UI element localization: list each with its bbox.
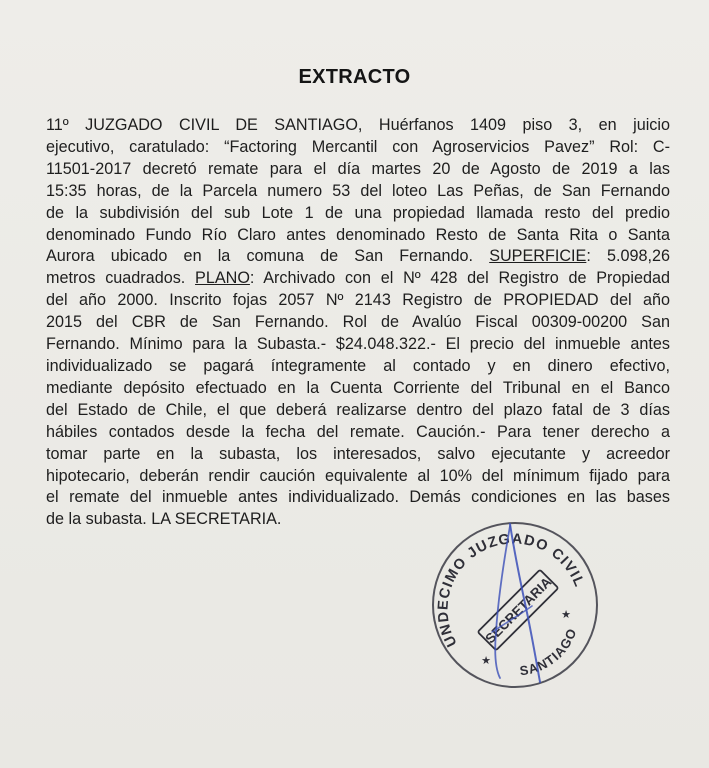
stamp-bottom-text: SANTIAGO bbox=[518, 625, 580, 679]
body-line: ejecutivo, caratulado: “Factoring Mercantil con Agroservicios Pavez” Rol: C- bbox=[46, 137, 670, 156]
line-text: metros cuadrados. bbox=[46, 269, 186, 288]
body-line: del año 2000. Inscrito fojas 2057 Nº 2143 Registro de PROPIEDAD del año bbox=[46, 291, 670, 310]
document-title: EXTRACTO bbox=[298, 66, 411, 88]
body-line: mediante depósito efectuado en la Cuenta Corriente del Tribunal en el Banco bbox=[46, 378, 670, 397]
stamp-ring-text: UNDECIMO JUZGADO CIVIL bbox=[435, 531, 588, 650]
body-line: 11501-2017 decretó remate para el día martes 20 de Agosto de 2019 a las bbox=[46, 159, 670, 178]
body-line: del Estado de Chile, el que deberá realizarse dentro del plazo fatal de 3 días bbox=[46, 400, 670, 419]
superficie-value: : 5.098,26 bbox=[586, 247, 670, 266]
document-body bbox=[46, 115, 670, 531]
body-line-plano bbox=[46, 268, 670, 290]
body-line-closing: de la subasta. LA SECRETARIA. bbox=[46, 510, 282, 529]
body-line: denominado Fundo Río Claro antes denominado Resto de Santa Rita o Santa bbox=[46, 225, 670, 244]
body-line: de la subdivisión del sub Lote 1 de una propiedad llamada resto del predio bbox=[46, 203, 670, 222]
body-line: individualizado se pagará íntegramente al contado y en dinero efectivo, bbox=[46, 356, 670, 375]
body-line: 11º JUZGADO CIVIL DE SANTIAGO, Huérfanos 1409 piso 3, en juicio bbox=[46, 116, 670, 134]
body-line: el remate del inmueble antes individualizado. Demás condiciones en las bases bbox=[46, 488, 670, 507]
star-icon: ★ bbox=[561, 609, 571, 621]
body-line: hábiles contados desde la fecha del remate. Caución.- Para tener derecho a bbox=[46, 422, 670, 441]
superficie-label: SUPERFICIE bbox=[489, 247, 587, 266]
body-line: 15:35 horas, de la Parcela numero 53 del loteo Las Peñas, de San Fernando bbox=[46, 181, 670, 200]
plano-label: PLANO bbox=[195, 269, 250, 288]
body-line: tomar parte en la subasta, los interesados, salvo ejecutante y acreedor bbox=[46, 444, 670, 463]
body-line-superficie bbox=[46, 246, 670, 268]
body-line: hipotecario, deberán rendir caución equivalente al 10% del mínimum fijado para bbox=[46, 466, 670, 485]
star-icon: ★ bbox=[481, 655, 491, 667]
body-line: 2015 del CBR de San Fernando. Rol de Avalúo Fiscal 00309-00200 San bbox=[46, 313, 670, 332]
signature bbox=[470, 520, 560, 690]
line-text: Aurora ubicado en la comuna de San Fernando. bbox=[46, 247, 474, 266]
body-line: Fernando. Mínimo para la Subasta.- $24.048.322.- El precio del inmueble antes bbox=[46, 335, 670, 354]
stamp-center-text: SECRETARIA bbox=[482, 574, 555, 647]
plano-value: : Archivado con el Nº 428 del Registro de Propiedad bbox=[249, 269, 671, 288]
